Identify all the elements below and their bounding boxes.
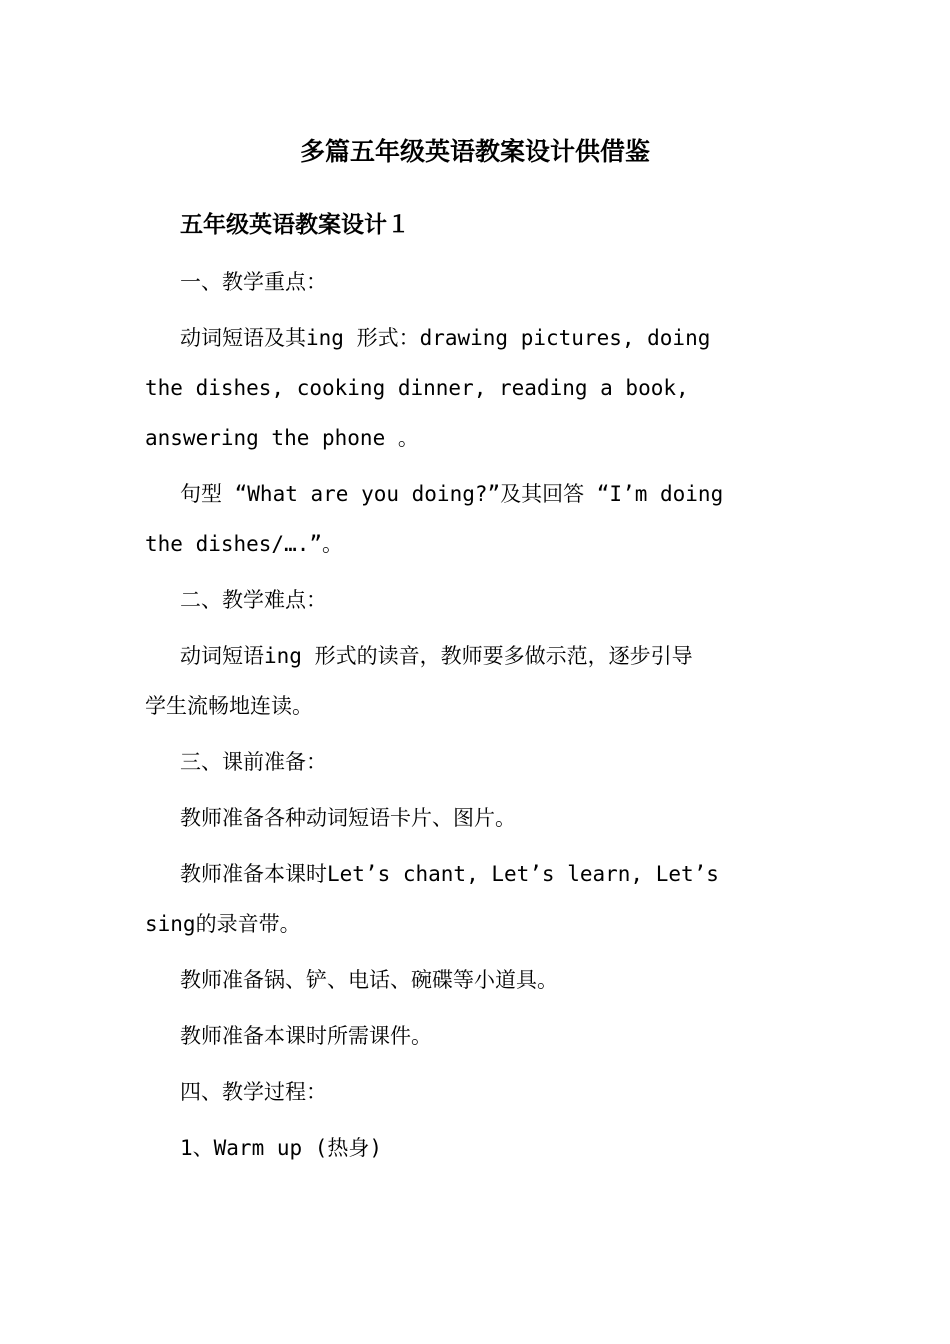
paragraph-line: 教师准备本课时所需课件。 [180, 1024, 432, 1048]
paragraph-line: the dishes, cooking dinner, reading a book, [145, 376, 689, 400]
heading-preparation: 三、课前准备： [180, 750, 327, 774]
document-title: 多篇五年级英语教案设计供借鉴 [299, 137, 650, 166]
paragraph-line: 教师准备锅、铲、电话、碗碟等小道具。 [180, 968, 558, 992]
paragraph-line: 动词短语及其ing 形式：drawing pictures, doing [180, 326, 711, 350]
paragraph-line: 学生流畅地连读。 [145, 694, 313, 718]
paragraph-line: 教师准备各种动词短语卡片、图片。 [180, 806, 516, 830]
paragraph-line: 1、Warm up (热身) [180, 1136, 383, 1160]
paragraph-line: 句型 “What are you doing?”及其回答 “I’m doing [180, 482, 724, 506]
paragraph-line: 动词短语ing 形式的读音，教师要多做示范，逐步引导 [180, 644, 693, 668]
heading-teaching-difficulty: 二、教学难点： [180, 588, 327, 612]
section-heading: 五年级英语教案设计１ [180, 211, 410, 238]
paragraph-line: the dishes/….”。 [145, 532, 344, 556]
paragraph-line: sing的录音带。 [145, 912, 301, 936]
paragraph-line: answering the phone 。 [145, 426, 419, 450]
heading-teaching-focus: 一、教学重点： [180, 270, 327, 294]
heading-teaching-process: 四、教学过程： [180, 1080, 327, 1104]
paragraph-line: 教师准备本课时Let’s chant, Let’s learn, Let’s [180, 862, 719, 886]
